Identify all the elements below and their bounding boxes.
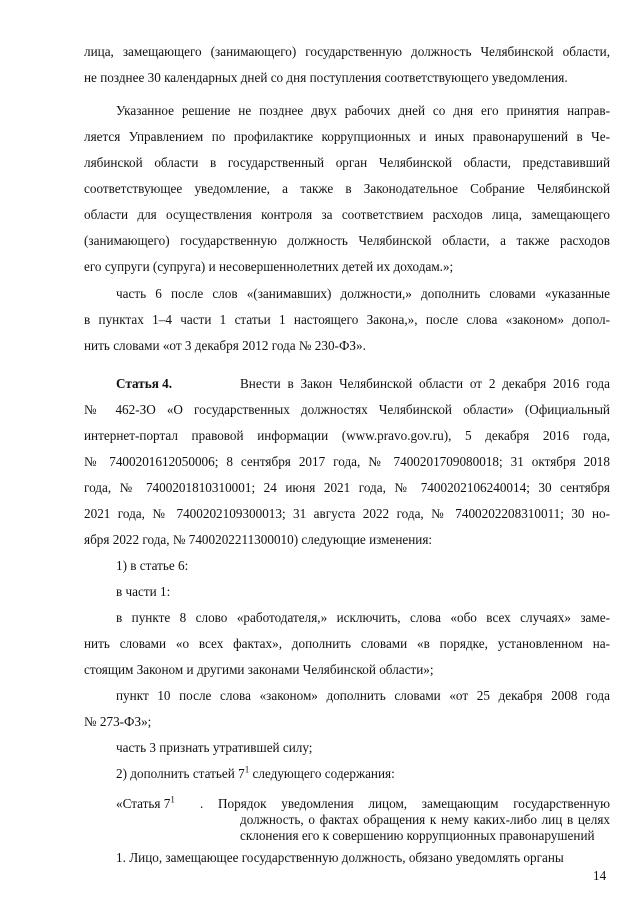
page-number: 14 [593,868,607,883]
text-line: № 273-ФЗ»; [84,714,152,729]
text-line: года, № 7400201810310001; 24 июня 2021 года, № 7400202106240014; 30 сентября [84,480,610,495]
text-line: пункт 10 после слова «законом» дополнить словами «от 25 декабря 2008 года [116,688,610,703]
text-line: в пунктах 1–4 части 1 статьи 1 настоящего Закона,», после слова «законом» допол- [84,312,610,327]
text-line: 2) дополнить статьей $7^1$ следующего содержания: [116,764,395,781]
text-line: № 462-ЗО «О государственных должностях Челябинской области» (Официальный [84,402,610,417]
text-line: лябинской области в государственный орган Челябинской области, представивший [84,155,610,170]
text-line: нить словами «от 3 декабря 2012 года № 230-ФЗ». [84,338,366,353]
text-line: нить словами «о всех фактах», дополнить словами «в порядке, установленном на- [84,636,610,651]
text-line: должность, о фактах обращения к нему каких-либо лиц в целях [240,812,610,827]
article-heading: Статья 4. [116,376,173,391]
text-line: склонения его к совершению коррупционных правонарушений [240,828,595,843]
text-line: часть 3 признать утратившей силу; [116,740,313,755]
text-line: интернет-портал правовой информации (www.pravo.gov.ru), 5 декабря 2016 года, [84,428,610,443]
text-line: области для осуществления контроля за соответствием расходов лица, замещающего [84,207,610,222]
text-line: 1. Лицо, замещающее государственную должность, обязано уведомлять органы [116,850,564,865]
text-line: Указанное решение не позднее двух рабочих дней со дня его принятия направ- [116,103,610,118]
text-line: соответствующее уведомление, а также в Законодательное Собрание Челябинской [84,181,610,196]
text-line: (занимающего) государственную должность Челябинской области, а также расходов [84,233,610,248]
text-line: ляется Управлением по профилактике коррупционных и иных правонарушений в Че- [84,129,610,144]
text-line: в части 1: [116,584,171,599]
text-line: часть 6 после слов «(занимавших) должности,» дополнить словами «указанные [116,286,610,301]
text-line: в пункте 8 слово «работодателя,» исключить, слова «обо всех случаях» заме- [116,610,610,625]
text-line: ября 2022 года, № 7400202211300010) следующие изменения: [84,532,433,547]
text-line: 1) в статье 6: [116,558,189,573]
text-line: Внести в Закон Челябинской области от 2 декабря 2016 года [240,376,610,391]
text-line: лица, замещающего (занимающего) государственную должность Челябинской области, [84,44,610,59]
text-line: не позднее 30 календарных дней со дня поступления соответствующего уведомления. [84,70,568,85]
article-heading: «Статья $7^1$ [116,794,175,811]
text-line: стоящим Законом и другими законами Челябинской области»; [84,662,434,677]
text-line: 2021 года, № 7400202109300013; 31 августа 2022 года, № 7400202208310011; 30 но- [84,506,610,521]
text-line: № 7400201612050006; 8 сентября 2017 года, № 7400201709080018; 31 октября 2018 [84,454,610,469]
text-line: его супруги (супруга) и несовершеннолетних детей их доходам.»; [84,259,454,274]
text-line: . Порядок уведомления лицом, замещающим государственную [200,796,610,811]
